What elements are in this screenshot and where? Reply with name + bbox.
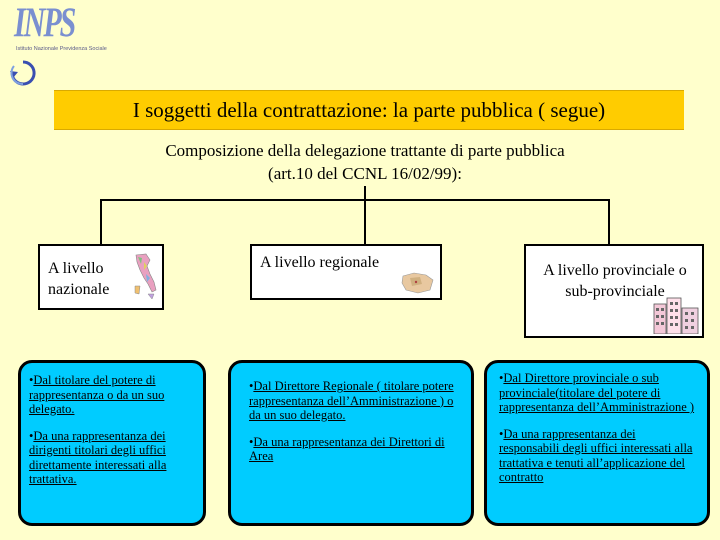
connector-center-down (364, 199, 366, 245)
level-box-nazionale (38, 244, 164, 310)
slide-title-text: I soggetti della contrattazione: la parte pubblica ( segue) (132, 97, 606, 122)
subtitle-line-1: Composizione della delegazione trattante di parte pubblica (165, 141, 565, 160)
subtitle-line-2: (art.10 del CCNL 16/02/99): (268, 164, 462, 183)
slide-title (54, 90, 684, 130)
bullet-item: •Dal Direttore Regionale ( titolare potere rappresentanza dell’Amministrazione ) o da un suo delegato. (249, 379, 454, 422)
connector-center-vertical (364, 186, 366, 200)
inps-logo-subtitle: Istituto Nazionale Previdenza Sociale (16, 46, 107, 52)
content-box-regionale (228, 360, 474, 526)
italy-map-icon (132, 252, 158, 302)
inps-logo: INPS (14, 0, 75, 47)
connector-left-down (100, 199, 102, 245)
bullet-item: •Dal titolare del potere di rappresentanza o da un suo delegato. (29, 373, 165, 416)
bullet-text: Dal titolare del potere di rappresentanza o da un suo delegato. (29, 373, 165, 416)
level-box-regionale (250, 244, 442, 300)
city-buildings-icon (652, 296, 700, 334)
content-box-provinciale (484, 360, 710, 526)
bullet-text: Dal Direttore Regionale ( titolare potere rappresentanza dell’Amministrazione ) o da un suo delegato. (249, 379, 454, 422)
refresh-icon (8, 58, 38, 88)
bullet-text: Dal Direttore provinciale o sub provinciale(titolare del potere di rappresentanza dell’Amministrazione ) (499, 371, 695, 414)
level-label-line-1: A livello provinciale o (543, 262, 687, 279)
bullet-item: •Da una rappresentanza dei dirigenti titolari degli uffici direttamente interessati alla trattativa. (29, 428, 167, 486)
level-label-line-1: A livello (48, 260, 104, 277)
level-label-line-2: sub-provinciale (565, 283, 665, 300)
level-label-line-1: A livello regionale (260, 254, 380, 271)
level-label-line-2: nazionale (48, 281, 110, 298)
bullet-item: •Da una rappresentanza dei Direttori di Area (249, 434, 445, 463)
subtitle (80, 139, 650, 185)
bullet-text: Da una rappresentanza dei responsabili degli uffici interessati alla trattativa e tenuti all’applicazione del contratto (499, 426, 693, 484)
bullet-text: Da una rappresentanza dei Direttori di Area (249, 434, 445, 463)
bullet-item: •Da una rappresentanza dei responsabili degli uffici interessati alla trattativa e tenuti all’applicazione del contratto (499, 426, 693, 484)
region-map-icon (400, 270, 436, 296)
content-box-nazionale (18, 360, 206, 526)
level-box-provinciale (524, 244, 704, 338)
bullet-text: Da una rappresentanza dei dirigenti titolari degli uffici direttamente interessati alla trattativa. (29, 428, 167, 486)
connector-right-down (608, 199, 610, 245)
connector-horizontal (100, 199, 610, 201)
bullet-item: •Dal Direttore provinciale o sub provinciale(titolare del potere di rappresentanza dell’Amministrazione ) (499, 371, 695, 414)
